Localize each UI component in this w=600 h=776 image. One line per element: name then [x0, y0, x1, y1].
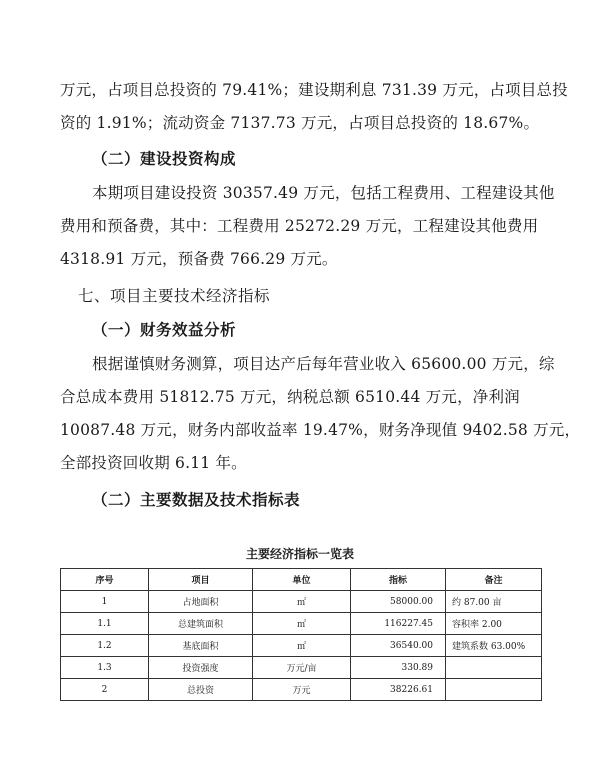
cell-item: 总建筑面积 — [149, 613, 253, 635]
cell-remarks: 建筑系数 63.00% — [446, 635, 542, 657]
cell-item: 基底面积 — [149, 635, 253, 657]
table-title: 主要经济指标一览表 — [245, 547, 354, 561]
cell-remarks: 约 87.00 亩 — [446, 591, 542, 613]
header-item: 项目 — [149, 569, 253, 591]
cell-item: 占地面积 — [149, 591, 253, 613]
paragraph-2-line-1: 本期项目建设投资 30357.49 万元，包括工程费用、工程建设其他 — [92, 184, 555, 202]
cell-serial-number: 1.1 — [61, 613, 149, 635]
cell-indicator: 38226.61 — [351, 679, 446, 701]
cell-unit: 万元/亩 — [253, 657, 351, 679]
paragraph-2-line-2: 费用和预备费，其中：工程费用 25272.29 万元，工程建设其他费用 — [60, 217, 539, 235]
table-row — [61, 679, 542, 701]
header-indicator: 指标 — [351, 569, 446, 591]
cell-unit: ㎡ — [253, 613, 351, 635]
economic-indicators-table — [60, 568, 542, 701]
heading-data-table: （二）主要数据及技术指标表 — [92, 490, 301, 509]
cell-indicator: 330.89 — [351, 657, 446, 679]
table-row — [61, 635, 542, 657]
cell-indicator: 116227.45 — [351, 613, 446, 635]
paragraph-3-line-3: 10087.48 万元，财务内部收益率 19.47%，财务净现值 9402.58 万元， — [60, 421, 581, 439]
cell-serial-number: 2 — [61, 679, 149, 701]
cell-serial-number: 1.2 — [61, 635, 149, 657]
cell-item: 投资强度 — [149, 657, 253, 679]
header-remarks: 备注 — [446, 569, 542, 591]
cell-unit: ㎡ — [253, 635, 351, 657]
cell-serial-number: 1.3 — [61, 657, 149, 679]
table-row — [61, 591, 542, 613]
table-row — [61, 657, 542, 679]
paragraph-2-line-3: 4318.91 万元，预备费 766.29 万元。 — [60, 250, 338, 268]
header-unit: 单位 — [253, 569, 351, 591]
cell-item: 总投资 — [149, 679, 253, 701]
cell-unit: 万元 — [253, 679, 351, 701]
cell-serial-number: 1 — [61, 591, 149, 613]
table-row — [61, 613, 542, 635]
cell-indicator: 36540.00 — [351, 635, 446, 657]
heading-financial-analysis: （一）财务效益分析 — [92, 320, 237, 339]
paragraph-1-line-2: 资的 1.91%；流动资金 7137.73 万元，占项目总投资的 18.67%。 — [60, 114, 540, 132]
paragraph-3-line-1: 根据谨慎财务测算，项目达产后每年营业收入 65600.00 万元，综 — [92, 355, 555, 373]
cell-indicator: 58000.00 — [351, 591, 446, 613]
cell-remarks — [446, 657, 542, 679]
table-header-row — [61, 569, 542, 591]
paragraph-3-line-2: 合总成本费用 51812.75 万元，纳税总额 6510.44 万元，净利润 — [60, 388, 520, 406]
section-7-title: 七、项目主要技术经济指标 — [78, 287, 271, 305]
cell-unit: ㎡ — [253, 591, 351, 613]
paragraph-3-line-4: 全部投资回收期 6.11 年。 — [60, 454, 247, 472]
header-serial-number: 序号 — [61, 569, 149, 591]
cell-remarks: 容积率 2.00 — [446, 613, 542, 635]
paragraph-1-line-1: 万元，占项目总投资的 79.41%；建设期利息 731.39 万元，占项目总投 — [60, 81, 568, 99]
cell-remarks — [446, 679, 542, 701]
heading-construction-investment: （二）建设投资构成 — [92, 149, 237, 168]
